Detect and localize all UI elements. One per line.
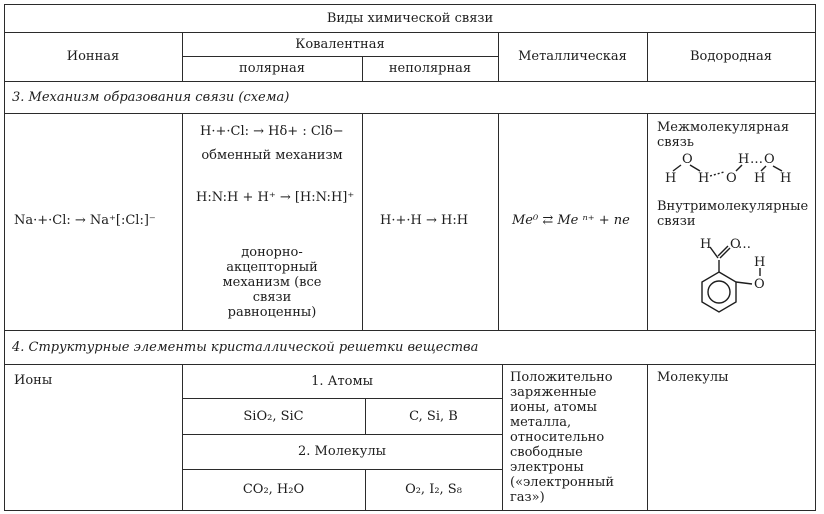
svg-text:H: H: [665, 171, 677, 186]
donor-acceptor-label: донорно-акцепторный механизм (все связи равноценны): [222, 244, 322, 320]
svg-text:O: O: [730, 237, 741, 252]
column-polar-header: полярная: [239, 61, 305, 76]
nonpolar-scheme: H·+·H → H:H: [380, 213, 469, 228]
water-dimer-diagram: [662, 150, 802, 186]
svg-text:…: …: [750, 152, 763, 167]
molecules-nonpolar: O₂, I₂, S₈: [405, 482, 462, 497]
svg-text:O: O: [682, 152, 693, 167]
svg-text:H: H: [738, 152, 750, 167]
metallic-lattice-elements: Положительно заряженные ионы, атомы металла, относительно свободные электроны («электронный газ»): [510, 370, 615, 505]
table-title: Виды химической связи: [326, 10, 494, 26]
atoms-header: 1. Атомы: [311, 373, 373, 389]
atoms-polar: SiO₂, SiC: [243, 408, 304, 424]
svg-text:H: H: [698, 171, 710, 186]
column-covalent-header: Ковалентная: [295, 36, 385, 52]
hydrogen-lattice-elements: Молекулы: [657, 370, 729, 385]
svg-text:H: H: [754, 255, 766, 270]
ionic-lattice-elements: Ионы: [14, 373, 53, 388]
polar-scheme-exchange: H·+·Cl: → Hδ+ : Clδ−: [200, 124, 344, 139]
intermolecular-label: Межмолекулярная связь: [657, 120, 790, 150]
column-ionic-header: Ионная: [66, 49, 120, 64]
svg-text:O: O: [726, 171, 737, 186]
svg-text:…: …: [738, 237, 751, 252]
section-3-title: 3. Механизм образования связи (схема): [12, 90, 290, 105]
ionic-scheme: Na·+·Cl: → Na⁺[:Cl:]⁻: [14, 213, 156, 228]
exchange-mechanism-label: обменный механизм: [201, 147, 343, 163]
molecules-header: 2. Молекулы: [297, 444, 386, 459]
svg-text:H: H: [780, 171, 792, 186]
polar-scheme-donor: H:N:H + H⁺ → [H:N:H]⁺: [196, 190, 355, 205]
column-nonpolar-header: неполярная: [388, 61, 472, 76]
atoms-nonpolar: C, Si, B: [409, 408, 458, 424]
section-4-title: 4. Структурные элементы кристаллической решетки вещества: [12, 340, 479, 355]
metallic-scheme: Me⁰ ⇄ Me ⁿ⁺ + ne: [512, 213, 630, 228]
molecules-polar: CO₂, H₂O: [242, 482, 305, 497]
svg-text:O: O: [754, 277, 765, 292]
column-metallic-header: Металлическая: [518, 49, 627, 64]
salicylaldehyde-diagram: [672, 236, 782, 316]
svg-text:H: H: [754, 171, 766, 186]
intramolecular-label: Внутримолекулярные связи: [657, 199, 809, 229]
svg-text:O: O: [764, 152, 775, 167]
column-hydrogen-header: Водородная: [690, 49, 772, 64]
svg-text:H: H: [700, 237, 712, 252]
